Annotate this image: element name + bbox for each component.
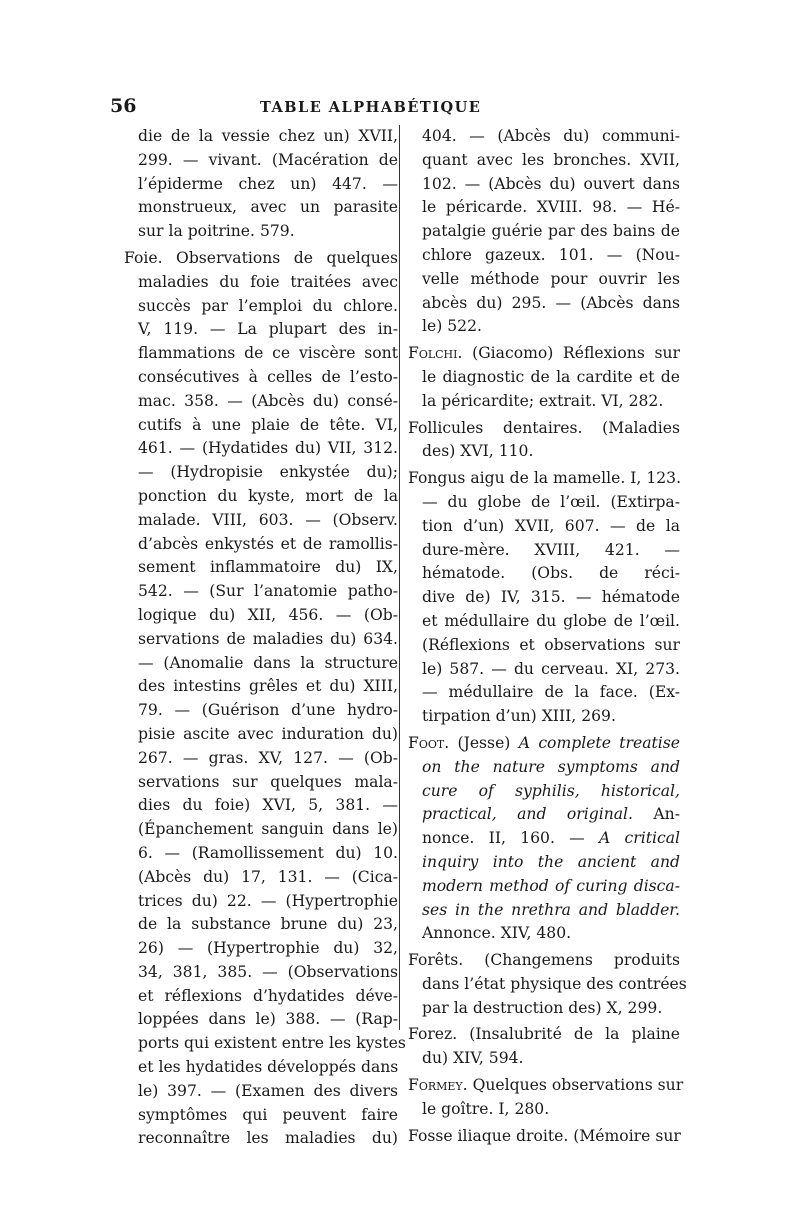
index-line (124, 866, 398, 890)
line-text: dive de) IV, 315. — hématode (422, 588, 680, 607)
line-text: malade. VIII, 603. — (Observ. (138, 510, 398, 529)
index-line (124, 1008, 398, 1032)
line-text: servations sur quelques mala- (138, 772, 398, 791)
line-text: du) XIV, 594. (422, 1049, 524, 1068)
line-text: mac. 358. — (Abcès du) consé- (138, 391, 398, 410)
index-line (124, 533, 398, 557)
index-entry-line (408, 467, 680, 491)
index-line (408, 899, 680, 923)
line-text: Follicules dentaires. (Maladies (408, 418, 680, 437)
line-text: (Abcès du) 17, 131. — (Cica- (138, 867, 398, 886)
line-text: le) 587. — du cerveau. XI, 273. (422, 659, 680, 678)
line-text: hématode. (Obs. de réci- (422, 564, 680, 583)
index-line (124, 342, 398, 366)
line-text: de la substance brune du) 23, (138, 915, 398, 934)
index-line (124, 437, 398, 461)
line-text: 34, 381, 385. — (Observations (138, 962, 398, 981)
index-line (408, 244, 680, 268)
line-text: 267. — gras. XV, 127. — (Ob- (138, 748, 398, 767)
index-entry-line (408, 732, 680, 756)
line-text: dans l’état physique des contrées (422, 974, 687, 993)
italic-title: on the nature symptoms and (422, 757, 680, 776)
italic-title: modern method of curing disca- (422, 876, 680, 895)
line-text: flammations de ce viscère sont (138, 344, 398, 363)
index-line (408, 780, 680, 804)
index-line (124, 509, 398, 533)
line-text: 79. — (Guérison d’une hydro- (138, 701, 398, 720)
index-line (124, 652, 398, 676)
index-line (408, 366, 680, 390)
line-text: quant avec les bronches. XVII, (422, 150, 680, 169)
italic-title: practical, and original. (422, 805, 633, 824)
index-line (408, 997, 680, 1021)
line-text: die de la vessie chez un) XVII, (138, 127, 398, 145)
index-line (124, 771, 398, 795)
index-line (408, 440, 680, 464)
index-line (124, 747, 398, 771)
line-text: loppées dans le) 388. — (Rap- (138, 1010, 398, 1029)
index-line (124, 890, 398, 914)
index-line (408, 515, 680, 539)
line-text: nonce. II, 160. — (422, 829, 600, 848)
index-line (408, 125, 680, 149)
line-text: (Giacomo) Réflexions sur (462, 344, 680, 363)
line-text: abcès du) 295. — (Abcès dans (422, 293, 680, 312)
index-line (124, 1032, 406, 1056)
line-text: le) 397. — (Examen des divers (138, 1081, 398, 1100)
line-text: — (Anomalie dans la structure (138, 653, 398, 672)
line-text: tirpation d’un) XIII, 269. (422, 707, 616, 726)
line-text: Fosse iliaque droite. (Mémoire sur (408, 1126, 681, 1145)
line-text: le goître. I, 280. (422, 1099, 550, 1118)
index-line (124, 723, 398, 747)
index-entry-line (408, 1023, 680, 1047)
line-text: le) 522. (422, 317, 482, 336)
line-text: trices du) 22. — (Hypertrophie (138, 891, 398, 910)
line-text: Fongus aigu de la mamelle. I, 123. (408, 469, 682, 488)
index-entry-line (408, 949, 680, 973)
index-line (124, 196, 398, 220)
line-text: V, 119. — La plupart des in- (138, 320, 398, 339)
index-line (124, 1104, 398, 1128)
index-line (408, 292, 680, 316)
line-text: d’abcès enkystés et de ramollis- (138, 534, 398, 553)
index-line (124, 937, 398, 961)
line-text: velle méthode pour ouvrir les (422, 269, 680, 288)
line-text: 26) — (Hypertrophie du) 32, (138, 939, 398, 958)
index-line (408, 803, 680, 827)
line-text: Quelques observations sur (467, 1076, 684, 1095)
index-line (408, 634, 680, 658)
index-line (408, 681, 680, 705)
line-text: monstrueux, avec un parasite (138, 198, 398, 217)
line-text: maladies du foie traitées avec (138, 272, 398, 291)
index-line (408, 922, 680, 946)
line-text: Forez. (Insalubrité de la plaine (408, 1025, 680, 1044)
line-text: patalgie guérie par des bains de (422, 222, 680, 241)
index-line (124, 842, 398, 866)
left-column (124, 125, 406, 1151)
line-text: consécutives à celles de l’esto- (138, 367, 398, 386)
line-text: reconnaître les maladies du) (138, 1129, 398, 1148)
index-line (124, 295, 398, 319)
index-line (124, 125, 398, 149)
line-text: le péricarde. XVIII. 98. — Hé- (422, 198, 680, 217)
index-line (408, 610, 680, 634)
line-text: sur la poitrine. 579. (138, 222, 295, 241)
index-line (408, 851, 680, 875)
line-text: tion d’un) XVII, 607. — de la (422, 516, 680, 535)
entry-head: Folchi. (408, 344, 463, 363)
index-line (124, 414, 398, 438)
index-line (408, 220, 680, 244)
line-text: — du globe de l’œil. (Extirpa- (422, 492, 680, 511)
line-text: sement inflammatoire du) IX, (138, 558, 398, 577)
index-line (124, 913, 398, 937)
entry-head: Foot. (408, 733, 450, 752)
line-text: Forêts. (Changemens produits (408, 951, 680, 970)
line-text: logique du) XII, 456. — (Ob- (138, 605, 398, 624)
index-line (124, 1056, 398, 1080)
line-text: l’épiderme chez un) 447. — (138, 174, 398, 193)
italic-title: inquiry into the ancient and (422, 852, 680, 871)
line-text: (Épanchement sanguin dans le) (138, 820, 398, 839)
index-line (124, 604, 398, 628)
index-entry-line (408, 342, 680, 366)
italic-title: A complete treatise (518, 733, 680, 752)
line-text: 542. — (Sur l’anatomie patho- (138, 582, 398, 601)
line-text: et médullaire du globe de l’œil. (422, 611, 680, 630)
line-text: le diagnostic de la cardite et de (422, 367, 680, 386)
book-page (110, 95, 687, 1148)
line-text: An- (632, 805, 680, 824)
line-text: Annonce. XIV, 480. (422, 924, 572, 943)
index-line (124, 699, 398, 723)
index-line (124, 220, 398, 244)
page-header (110, 95, 680, 121)
index-line (124, 271, 398, 295)
index-line (124, 1127, 398, 1151)
index-line (408, 827, 680, 851)
line-text: et les hydatides développés dans (138, 1058, 399, 1077)
index-line (408, 196, 680, 220)
index-line (408, 491, 680, 515)
index-entry-line (408, 417, 680, 441)
index-entry-line (124, 247, 398, 271)
line-text: 102. — (Abcès du) ouvert dans (422, 174, 680, 193)
column-divider (399, 125, 400, 1030)
index-line (124, 485, 398, 509)
entry-head: Formey. (408, 1076, 468, 1095)
line-text: dies du foie) XVI, 5, 381. — (138, 796, 398, 815)
index-line (124, 580, 398, 604)
index-line (124, 675, 398, 699)
italic-title: A critical (599, 829, 680, 848)
line-text: (Réflexions et observations sur (422, 635, 680, 654)
index-line (124, 556, 398, 580)
index-line (124, 1080, 398, 1104)
index-line (408, 562, 680, 586)
index-entry-line (408, 1074, 684, 1098)
line-text: — médullaire de la face. (Ex- (422, 683, 680, 702)
index-line (408, 705, 680, 729)
index-line (408, 173, 680, 197)
italic-title: ses in the nrethra and bladder. (422, 900, 680, 919)
index-line (124, 461, 398, 485)
line-text: des intestins grêles et du) XIII, (138, 677, 398, 696)
italic-title: cure of syphilis, historical, (422, 781, 680, 800)
running-title: TABLE ALPHABÉTIQUE (260, 99, 482, 116)
line-text: servations de maladies du) 634. (138, 629, 398, 648)
line-text: symptômes qui peuvent faire (138, 1105, 398, 1124)
index-line (408, 390, 680, 414)
line-text: et réflexions d’hydatides déve- (138, 986, 398, 1005)
index-line (408, 973, 687, 997)
index-line (408, 1047, 680, 1071)
index-line (124, 628, 398, 652)
index-line (124, 318, 398, 342)
line-text: chlore gazeux. 101. — (Nou- (422, 245, 680, 264)
line-text: 404. — (Abcès du) communi- (422, 127, 680, 145)
index-line (124, 961, 398, 985)
index-line (408, 268, 680, 292)
line-text: Foie. Observations de quelques (124, 248, 398, 267)
line-text: dure-mère. XVIII, 421. — (422, 540, 680, 559)
line-text: des) XVI, 110. (422, 442, 534, 461)
line-text: 6. — (Ramollissement du) 10. (138, 843, 398, 862)
index-line (408, 875, 680, 899)
index-line (124, 985, 398, 1009)
index-line (408, 539, 680, 563)
index-line (124, 149, 398, 173)
index-line (124, 818, 398, 842)
line-text: succès par l’emploi du chlore. (138, 296, 398, 315)
index-line (124, 390, 398, 414)
page-number: 56 (110, 95, 137, 117)
index-line (124, 173, 398, 197)
index-line (408, 658, 680, 682)
line-text: 461. — (Hydatides du) VII, 312. (138, 439, 398, 458)
line-text: la péricardite; extrait. VI, 282. (422, 391, 664, 410)
index-line (124, 794, 398, 818)
index-line (408, 1098, 680, 1122)
index-line (408, 315, 680, 339)
line-text: par la destruction des) X, 299. (422, 998, 663, 1017)
line-text: ponction du kyste, mort de la (138, 486, 398, 505)
index-line (408, 586, 680, 610)
index-line (408, 149, 680, 173)
right-column (408, 125, 687, 1148)
line-text: ports qui existent entre les kystes (138, 1034, 406, 1053)
line-text: (Jesse) (449, 733, 519, 752)
line-text: 299. — vivant. (Macération de (138, 150, 398, 169)
index-entry-line (408, 1125, 680, 1149)
index-line (408, 756, 680, 780)
index-line (124, 366, 398, 390)
line-text: cutifs à une plaie de tête. VI, (138, 415, 398, 434)
line-text: pisie ascite avec induration du) (138, 724, 398, 743)
line-text: — (Hydropisie enkystée du); (138, 463, 398, 482)
